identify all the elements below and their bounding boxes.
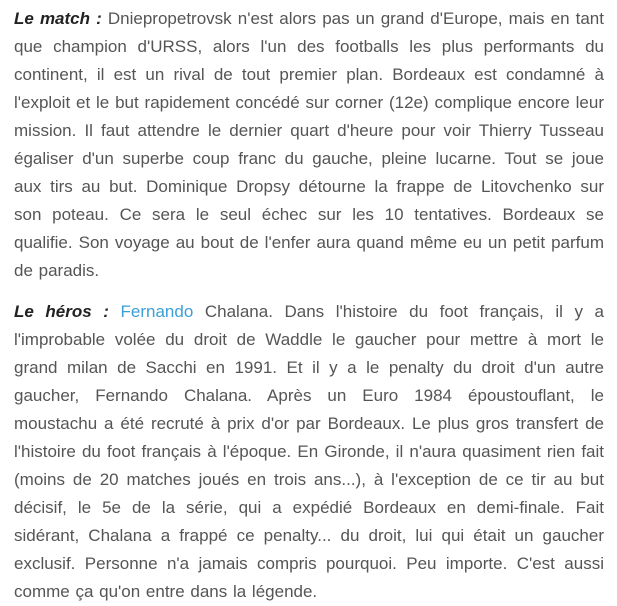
- paragraph-match: [14, 5, 604, 285]
- article-body: [14, 5, 604, 606]
- paragraph-hero-label: Le héros :: [14, 302, 109, 321]
- paragraph-match-text: Dniepropetrovsk n'est alors pas un grand d'Europe, mais en tant que champion d'URSS, alors l'un des footballs les plus performants du continent, il est un rival de tout premier plan. Bordeaux est condamné à l'exploit et le but rapidement concédé sur corner (12e) complique encore leur mission. Il faut attendre le dernier quart d'heure pour voir Thierry Tusseau égaliser d'un superbe coup franc du gauche, pleine lucarne. Tout se joue aux tirs au but. Dominique Dropsy détourne la frappe de Litovchenko sur son poteau. Ce sera le seul échec sur les 10 tentatives. Bordeaux se qualifie. Son voyage au bout de l'enfer aura quand même eu un petit parfum de paradis.: [14, 9, 604, 280]
- fernando-link[interactable]: Fernando: [120, 302, 194, 321]
- paragraph-hero: [14, 298, 604, 606]
- paragraph-hero-text: Chalana. Dans l'histoire du foot français, il y a l'improbable volée du droit de Waddle le gaucher pour mettre à mort le grand milan de Sacchi en 1991. Et il y a le penalty du droit d'un autre gaucher, Fernando Chalana. Après un Euro 1984 époustouflant, le moustachu a été recruté à prix d'or par Bordeaux. Le plus gros transfert de l'histoire du foot français à l'époque. En Gironde, il n'aura quasiment rien fait (moins de 20 matches joués en trois ans...), à l'exception de ce tir au but décisif, le 5e de la série, qui a expédié Bordeaux en demi-finale. Fait sidérant, Chalana a frappé ce penalty... du droit, lui qui était un gaucher exclusif. Personne n'a jamais compris pourquoi. Peu importe. C'est aussi comme ça qu'on entre dans la légende.: [14, 302, 604, 601]
- paragraph-match-label: Le match :: [14, 9, 102, 28]
